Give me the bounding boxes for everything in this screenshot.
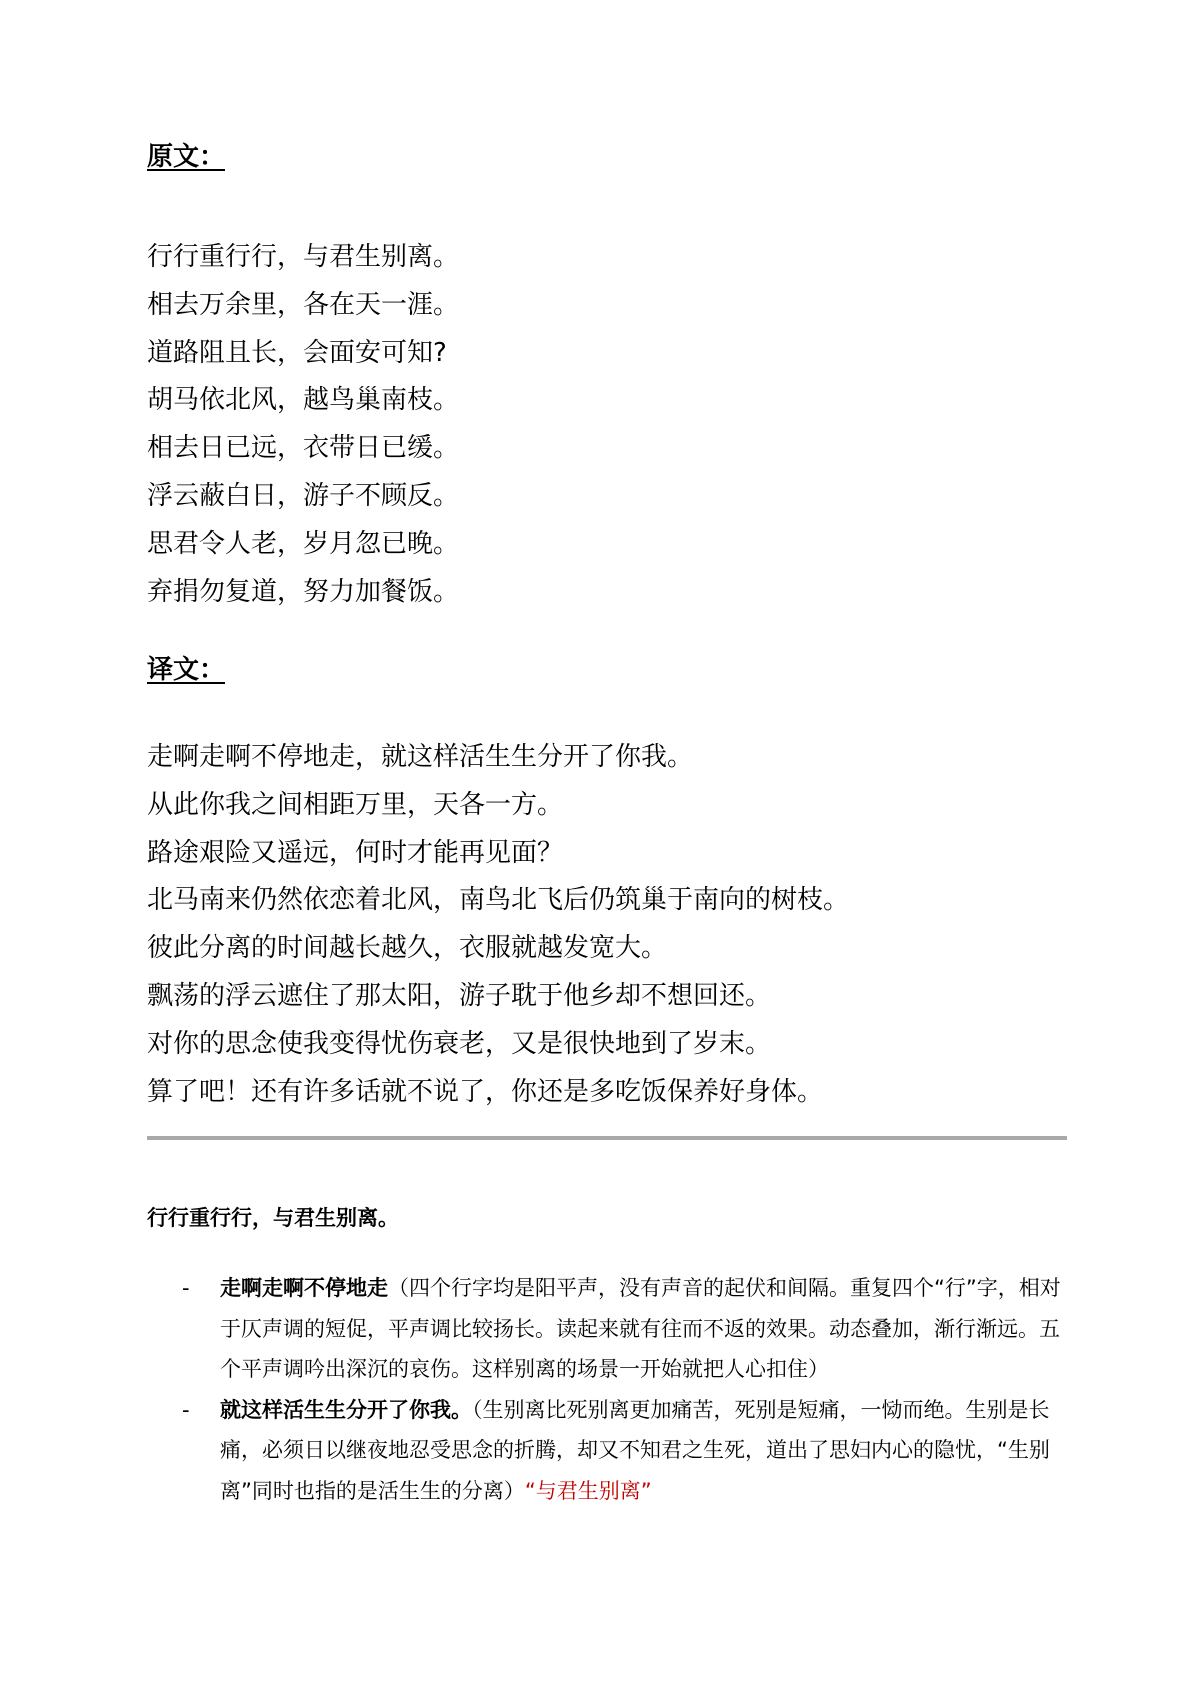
- note-bold-text: 走啊走啊不停地走: [220, 1276, 388, 1300]
- analysis-verse-heading: 行行重行行，与君生别离。: [147, 1206, 399, 1230]
- poem-line: 相去日已远，衣带日已缓。: [147, 433, 460, 464]
- analysis-note: [147, 1268, 1067, 1390]
- note-text: （四个行字均是阳平声，没有声音的起伏和间隔。重复四个“行”字，相对于仄声调的短促，平声调比较扬长。读起来就有往而不返的效果。动态叠加，渐行渐远。五个平声调吟出深沉的哀伤。这样别离的场景一开始就把人心扣住）: [220, 1276, 1061, 1381]
- original-text-heading: 原文：: [147, 142, 226, 172]
- poem-line: 思君令人老，岁月忽已晚。: [147, 528, 460, 559]
- list-dash: -: [182, 1276, 190, 1300]
- poem-line: 弃捐勿复道，努力加餐饭。: [147, 576, 460, 607]
- analysis-notes: [147, 1268, 1067, 1511]
- translation-line: 对你的思念使我变得忧伤衰老，又是很快地到了岁末。: [147, 1028, 772, 1059]
- note-bold-text: 就这样活生生分开了你我。: [220, 1397, 472, 1422]
- list-dash: -: [182, 1397, 190, 1422]
- translation-line: 走啊走啊不停地走，就这样活生生分开了你我。: [147, 742, 694, 772]
- translation-line: 算了吧！还有许多话就不说了，你还是多吃饭保养好身体。: [147, 1076, 824, 1107]
- poem-line: 浮云蔽白日，游子不顾反。: [147, 480, 460, 511]
- translation-line: 北马南来仍然依恋着北风，南鸟北飞后仍筑巢于南向的树枝。: [147, 885, 850, 916]
- translation-line: 飘荡的浮云遮住了那太阳，游子耽于他乡却不想回还。: [147, 980, 772, 1011]
- note-text: （生别离比死别离更加痛苦，死别是短痛，一恸而绝。生别是长痛，必须日以继夜地忍受思念的折腾，却又不知君之生死，道出了思妇内心的隐忧，“生别离”同时也指的是活生生的分离）: [220, 1397, 1050, 1503]
- poem-line: 道路阻且长，会面安可知?: [147, 337, 447, 368]
- translation-line: 彼此分离的时间越长越久，衣服就越发宽大。: [147, 933, 668, 964]
- note-red-quote: “与君生别离”: [524, 1478, 652, 1503]
- original-poem-lines: [147, 234, 459, 616]
- poem-line: 行行重行行，与君生别离。: [147, 242, 460, 272]
- translation-lines: [147, 734, 849, 1116]
- translation-line: 从此你我之间相距万里，天各一方。: [147, 789, 564, 820]
- analysis-note: [147, 1390, 1067, 1512]
- horizontal-divider: [147, 1136, 1067, 1140]
- poem-line: 胡马依北风，越鸟巢南枝。: [147, 385, 460, 416]
- translation-heading: 译文：: [147, 655, 226, 685]
- poem-line: 相去万余里，各在天一涯。: [147, 289, 460, 320]
- translation-line: 路途艰险又遥远，何时才能再见面？: [147, 837, 564, 868]
